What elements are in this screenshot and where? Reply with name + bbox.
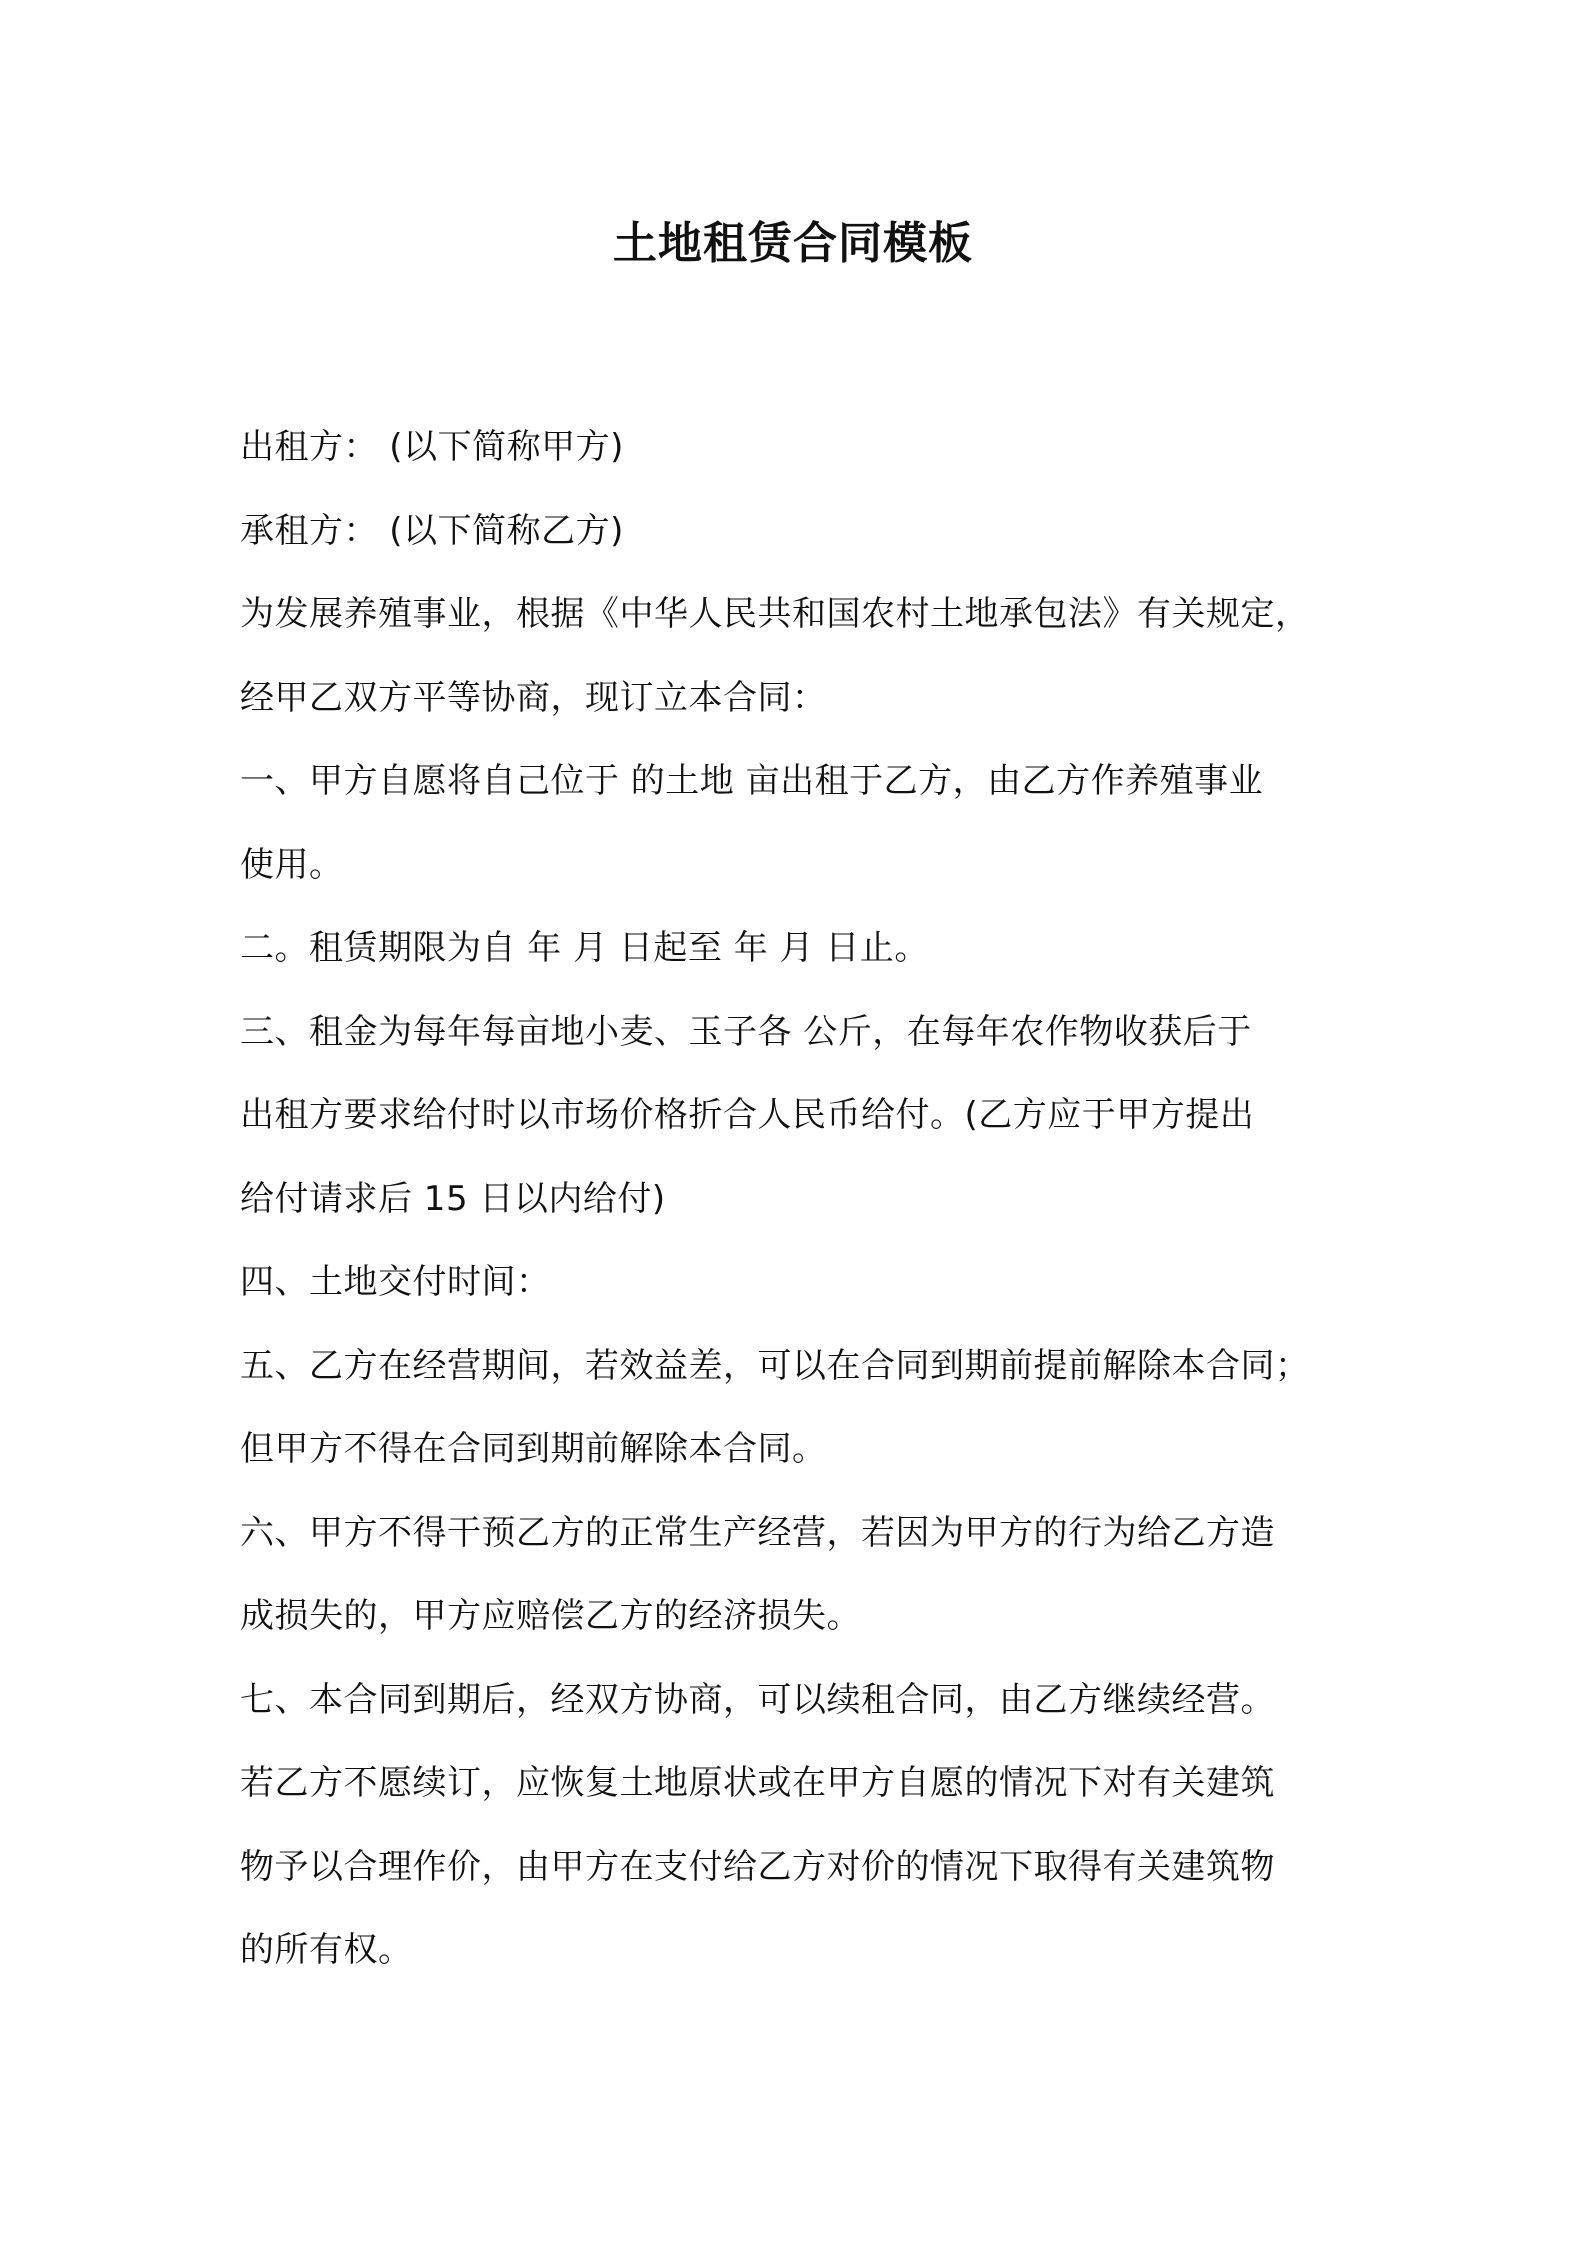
clause-3-line-2: 出租方要求给付时以市场价格折合人民币给付。(乙方应于甲方提出: [240, 1095, 1255, 1135]
clause-4-line-1: 四、土地交付时间：: [240, 1262, 551, 1302]
clause-6-line-1: 六、甲方不得干预乙方的正常生产经营，若因为甲方的行为给乙方造: [240, 1512, 1275, 1553]
preamble-line-2: 经甲乙双方平等协商，现订立本合同：: [240, 677, 827, 718]
clause-7-line-1: 七、本合同到期后，经双方协商，可以续租合同，由乙方继续经营。: [240, 1679, 1275, 1720]
clause-3-line-3: 给付请求后 15 日以内给付): [240, 1178, 666, 1219]
clause-1-line-2: 使用。: [240, 844, 344, 885]
clause-7-line-3: 物予以合理作价，由甲方在支付给乙方对价的情况下取得有关建筑物: [240, 1846, 1275, 1887]
clause-7-line-4: 的所有权。: [240, 1930, 413, 1970]
lessor-line: 出租方： (以下简称甲方): [240, 427, 624, 467]
lessee-line: 承租方： (以下简称乙方): [240, 510, 624, 551]
clause-2-line-1: 二。租赁期限为自 年 月 日起至 年 月 日止。: [240, 928, 929, 968]
document-title: 土地租赁合同模板: [613, 218, 973, 269]
clause-6-line-2: 成损失的，甲方应赔偿乙方的经济损失。: [240, 1596, 861, 1636]
preamble-line-1: 为发展养殖事业，根据《中华人民共和国农村土地承包法》有关规定，: [240, 594, 1310, 634]
clause-3-line-1: 三、租金为每年每亩地小麦、玉子各 公斤，在每年农作物收获后于: [240, 1011, 1252, 1052]
clause-5-line-2: 但甲方不得在合同到期前解除本合同。: [240, 1429, 827, 1469]
clause-1-line-1: 一、甲方自愿将自己位于 的土地 亩出租于乙方，由乙方作养殖事业: [240, 761, 1264, 801]
clause-7-line-2: 若乙方不愿续订，应恢复土地原状或在甲方自愿的情况下对有关建筑: [240, 1763, 1275, 1803]
document-body: [240, 406, 1360, 1993]
clause-5-line-1: 五、乙方在经营期间，若效益差，可以在合同到期前提前解除本合同；: [240, 1345, 1310, 1386]
